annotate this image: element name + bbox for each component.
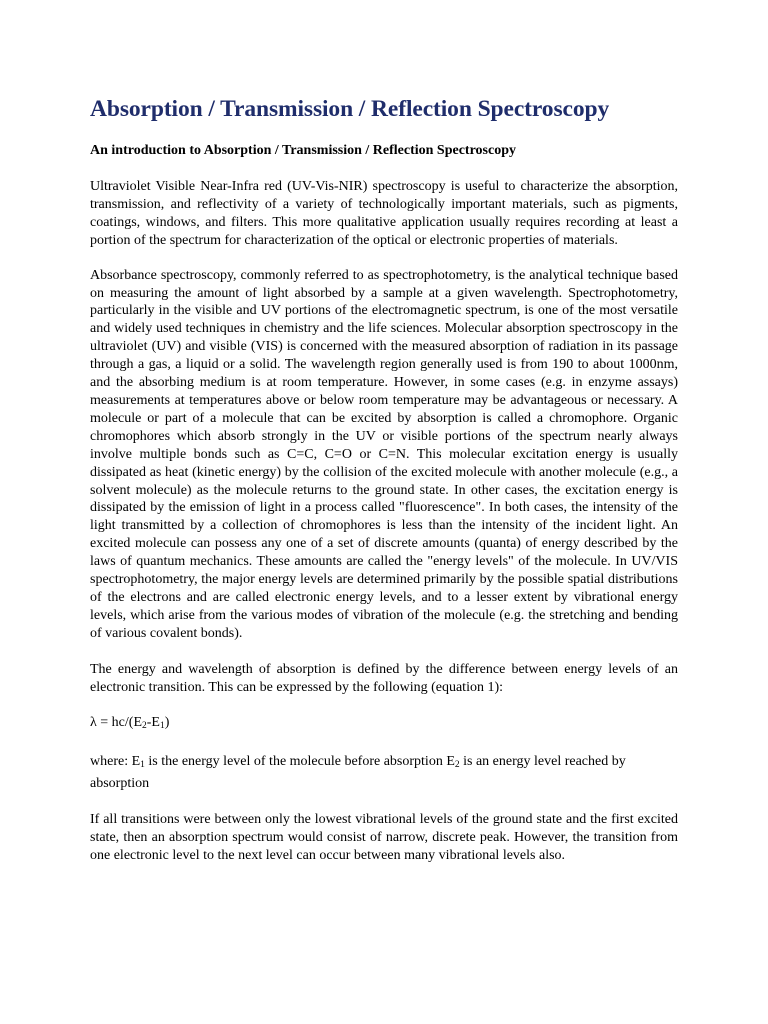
where-subscript-2: 2 — [454, 760, 460, 771]
paragraph-intro: Ultraviolet Visible Near-Infra red (UV-Vis-NIR) spectroscopy is useful to characterize the absorption, transmission, and reflectivity of a variety of technologically important materials, such as pigments, coatings, windows, and filters. This more qualitative application usually requires recording at least a portion of the spectrum for characterization of the optical or electronic properties of materials. — [90, 179, 678, 248]
document-page — [90, 92, 678, 865]
where-part-2: is the energy level of the molecule before absorption E — [144, 754, 455, 770]
equation-subscript-1: 1 — [159, 721, 165, 732]
where-subscript-1: 1 — [140, 760, 145, 771]
equation-minus: -E — [146, 715, 160, 731]
equation-close: ) — [164, 715, 170, 731]
document-subtitle: An introduction to Absorption / Transmission / Reflection Spectroscopy — [90, 143, 517, 158]
document-title: Absorption / Transmission / Reflection Spectroscopy — [90, 96, 610, 122]
paragraph-where — [90, 753, 678, 793]
where-part-3: is an energy level reached by absorption — [90, 754, 626, 792]
equation-subscript-2: 2 — [142, 721, 147, 732]
paragraph-transitions: If all transitions were between only the lowest vibrational levels of the ground state and the first excited state, then an absorption spectrum would consist of narrow, discrete peak. However, the transition from one electronic level to the next level can occur between many vibrational levels also. — [90, 812, 678, 864]
equation-1 — [90, 714, 678, 735]
where-part-1: where: E — [90, 754, 141, 770]
paragraph-energy: The energy and wavelength of absorption is defined by the difference between energy levels of an electronic transition. This can be expressed by the following (equation 1): — [90, 661, 678, 695]
paragraph-absorbance: Absorbance spectroscopy, commonly referred to as spectrophotometry, is the analytical technique based on measuring the amount of light absorbed by a sample at a given wavelength. Spectrophotometry, particularly in the visible and UV portions of the electromagnetic spectrum, is one of the most versatile and widely used techniques in chemistry and the life sciences. Molecular absorption spectroscopy in the ultraviolet (UV) and visible (VIS) is concerned with the measured absorption of radiation in its passage through a gas, a liquid or a solid. The wavelength region generally used is from 190 to about 1000nm, and the absorbing medium is at room temperature. However, in some cases (e.g. in enzyme assays) measurements at temperatures above or below room temperature may be advantageous or necessary. A molecule or part of a molecule that can be excited by absorption is called a chromophore. Organic chromophores which absorb strongly in the UV or visible portions of the spectrum nearly always involve multiple bonds such as C=C, C=O or C=N. This molecular excitation energy is usually dissipated as heat (kinetic energy) by the collision of the excited molecule with another molecule (e.g., a solvent molecule) as the molecule returns to the ground state. In other cases, the excitation energy is dissipated by the emission of light in a process called "fluorescence". In both cases, the intensity of the light transmitted by a collection of chromophores is less than the intensity of the incident light. An excited molecule can possess any one of a set of discrete amounts (quanta) of energy described by the laws of quantum mechanics. These amounts are called the "energy levels" of the molecule. In UV/VIS spectrophotometry, the major energy levels are determined primarily by the possible spatial distributions of the electrons and are called electronic energy levels, and to a lesser extent by vibrational energy levels, which arise from the various modes of vibration of the molecule (e.g. the stretching and bending of various covalent bonds). — [90, 267, 678, 641]
equation-lhs: λ = hc/(E — [90, 715, 143, 731]
